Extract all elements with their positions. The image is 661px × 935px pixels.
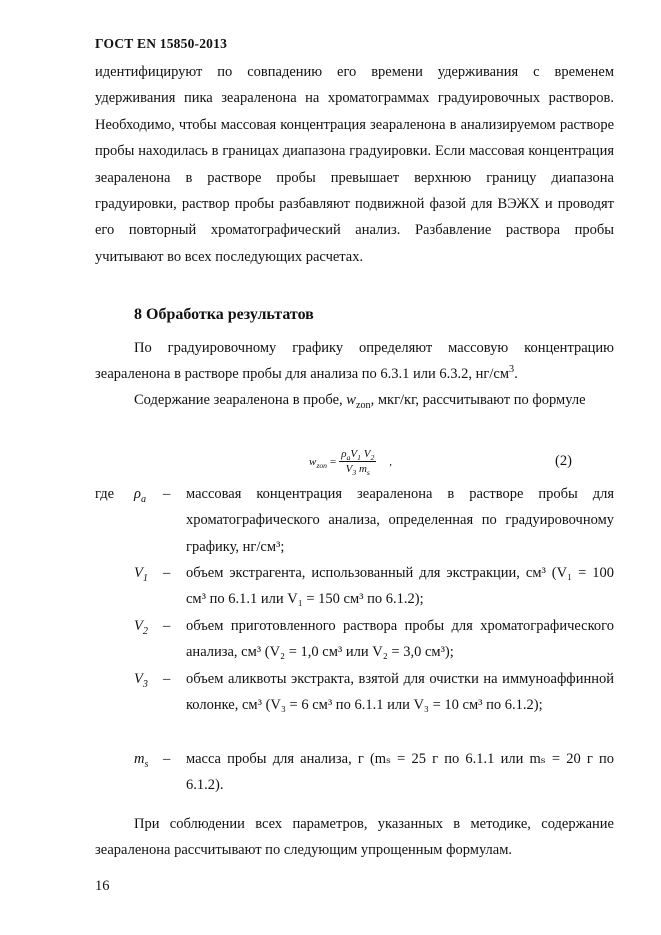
section-heading: 8 Обработка результатов: [134, 306, 314, 323]
definition-dash: –: [163, 751, 171, 767]
document-header: ГОСТ EN 15850-2013: [95, 36, 228, 51]
formula-lhs: $w_{zon}$: [309, 455, 328, 470]
definition-symbol: $\rho_a$: [134, 486, 147, 505]
formula-equals: =: [330, 455, 337, 468]
formula-denominator: $V_3$ $m_s$: [345, 463, 370, 478]
definition-symbol: $m_s$: [134, 751, 149, 770]
definition-dash: –: [163, 486, 171, 502]
paragraph-identification: идентифицируют по совпадению его времени удерживания с временем удерживания пика зеараленона на хроматограммах градуировочных растворов. Необходимо, чтобы массовая концентрация зеараленона в анализируемом растворе пробы находилась в границах диапазона градуировки. Если массовая концентрация зеараленона в растворе пробы превышает верхнюю границу диапазона градуировки, раствор пробы разбавляют подвижной фазой для ВЭЖХ и проводят его повторный хроматографический анализ. Разбавление раствора пробы учитывают во всех последующих расчетах.: [95, 64, 614, 265]
intro-text-b: , мкг/кг, рассчитывают по формуле: [370, 392, 586, 408]
intro-var-sub: zon: [355, 399, 371, 411]
formula-number: (2): [555, 453, 572, 469]
definition-symbol: $V_1$: [134, 565, 148, 584]
paragraph-formula-intro: [95, 387, 614, 413]
intro-var: w: [346, 392, 356, 408]
paragraph-calibration: [95, 335, 614, 388]
definition-symbol: $V_2$: [134, 618, 148, 637]
where-label: где: [95, 486, 115, 502]
formula-fraction: [339, 448, 376, 478]
definition-dash: –: [163, 565, 171, 581]
definition-dash: –: [163, 671, 171, 687]
paragraph-simplified: При соблюдении всех параметров, указанных в методике, содержание зеараленона рассчитывают по следующим упрощенным формулам.: [95, 816, 614, 859]
unit-superscript: 3: [509, 364, 515, 376]
page-number: 16: [95, 878, 110, 894]
definition-text: объем приготовленного раствора пробы для хроматографического анализа, см³ (V₂ = 1,0 см³ или V₂ = 3,0 см³);: [186, 618, 614, 661]
definition-text: масса пробы для анализа, г (mₛ = 25 г по 6.1.1 или mₛ = 20 г по 6.1.2).: [186, 751, 614, 794]
paragraph-calibration-text: По градуировочному графику определяют массовую концентрацию зеараленона в растворе пробы для анализа по 6.3.1 или 6.3.2, нг/см: [95, 340, 614, 383]
formula-comma: ,: [389, 455, 393, 468]
definition-dash: –: [163, 618, 171, 634]
formula-numerator: $\rho_aV_1$ $V_2$: [341, 448, 375, 463]
definition-text: объем аликвоты экстракта, взятой для очистки на иммуноаффинной колонке, см³ (V₃ = 6 см³ по 6.1.1 или V₃ = 10 см³ по 6.1.2);: [186, 671, 614, 714]
paragraph-end: .: [514, 366, 518, 383]
definition-symbol: $V_3$: [134, 671, 148, 690]
definition-text: массовая концентрация зеараленона в растворе пробы для хроматографического анализа, определенная по градуировочному графику, нг/см³;: [186, 486, 614, 555]
definition-text: объем экстрагента, использованный для экстракции, см³ (V₁ = 100 см³ по 6.1.1 или V₁ = 150 см³ по 6.1.2);: [186, 565, 614, 608]
intro-text-a: Содержание зеараленона в пробе,: [134, 392, 347, 408]
formula-2: [309, 448, 393, 478]
